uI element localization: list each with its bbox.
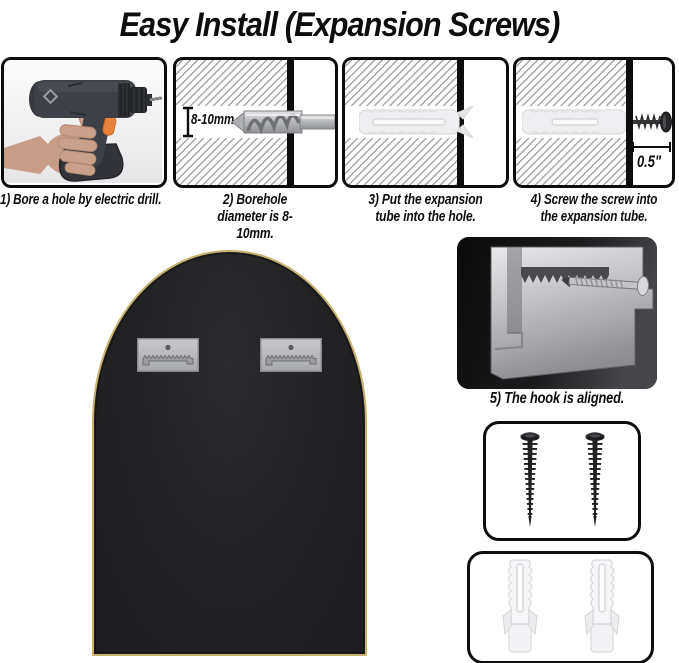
step5-caption: 5) The hook is aligned. [489, 390, 625, 407]
sawtooth-hanger-icon [137, 338, 199, 372]
step5-panel [457, 237, 657, 389]
step2-panel [173, 57, 338, 188]
expansion-tube-icon [359, 106, 477, 138]
step1-panel [1, 57, 167, 188]
expansion-tubes-icon [470, 554, 645, 655]
step3-caption: 3) Put the expansion tube into the hole. [368, 191, 483, 225]
aligned-hook-icon [457, 237, 657, 389]
drill-bit-icon [232, 104, 335, 140]
length-measure-icon [631, 142, 672, 152]
electric-drill-icon [4, 60, 162, 183]
sawtooth-hanger-icon [260, 338, 322, 372]
diameter-label: 8-10mm [191, 111, 235, 128]
screw-icon [633, 104, 672, 140]
page-title: Easy Install (Expansion Screws) [119, 6, 560, 44]
wall-edge [626, 60, 633, 185]
mounting-screws-icon [486, 424, 632, 532]
step1-caption: 1) Bore a hole by electric drill. [0, 191, 162, 208]
step2-caption: 2) Borehole diameter is 8-10mm. [217, 191, 293, 242]
screw-length-label: 0.5" [637, 152, 662, 171]
arched-mirror-back [92, 250, 367, 656]
step4-panel [513, 57, 675, 188]
expansion-tube-icon [522, 106, 626, 138]
step4-caption: 4) Screw the screw into the expansion tube. [530, 191, 658, 225]
step3-panel [342, 57, 509, 188]
screws-box [483, 421, 641, 541]
expansion-tubes-box [467, 551, 654, 663]
